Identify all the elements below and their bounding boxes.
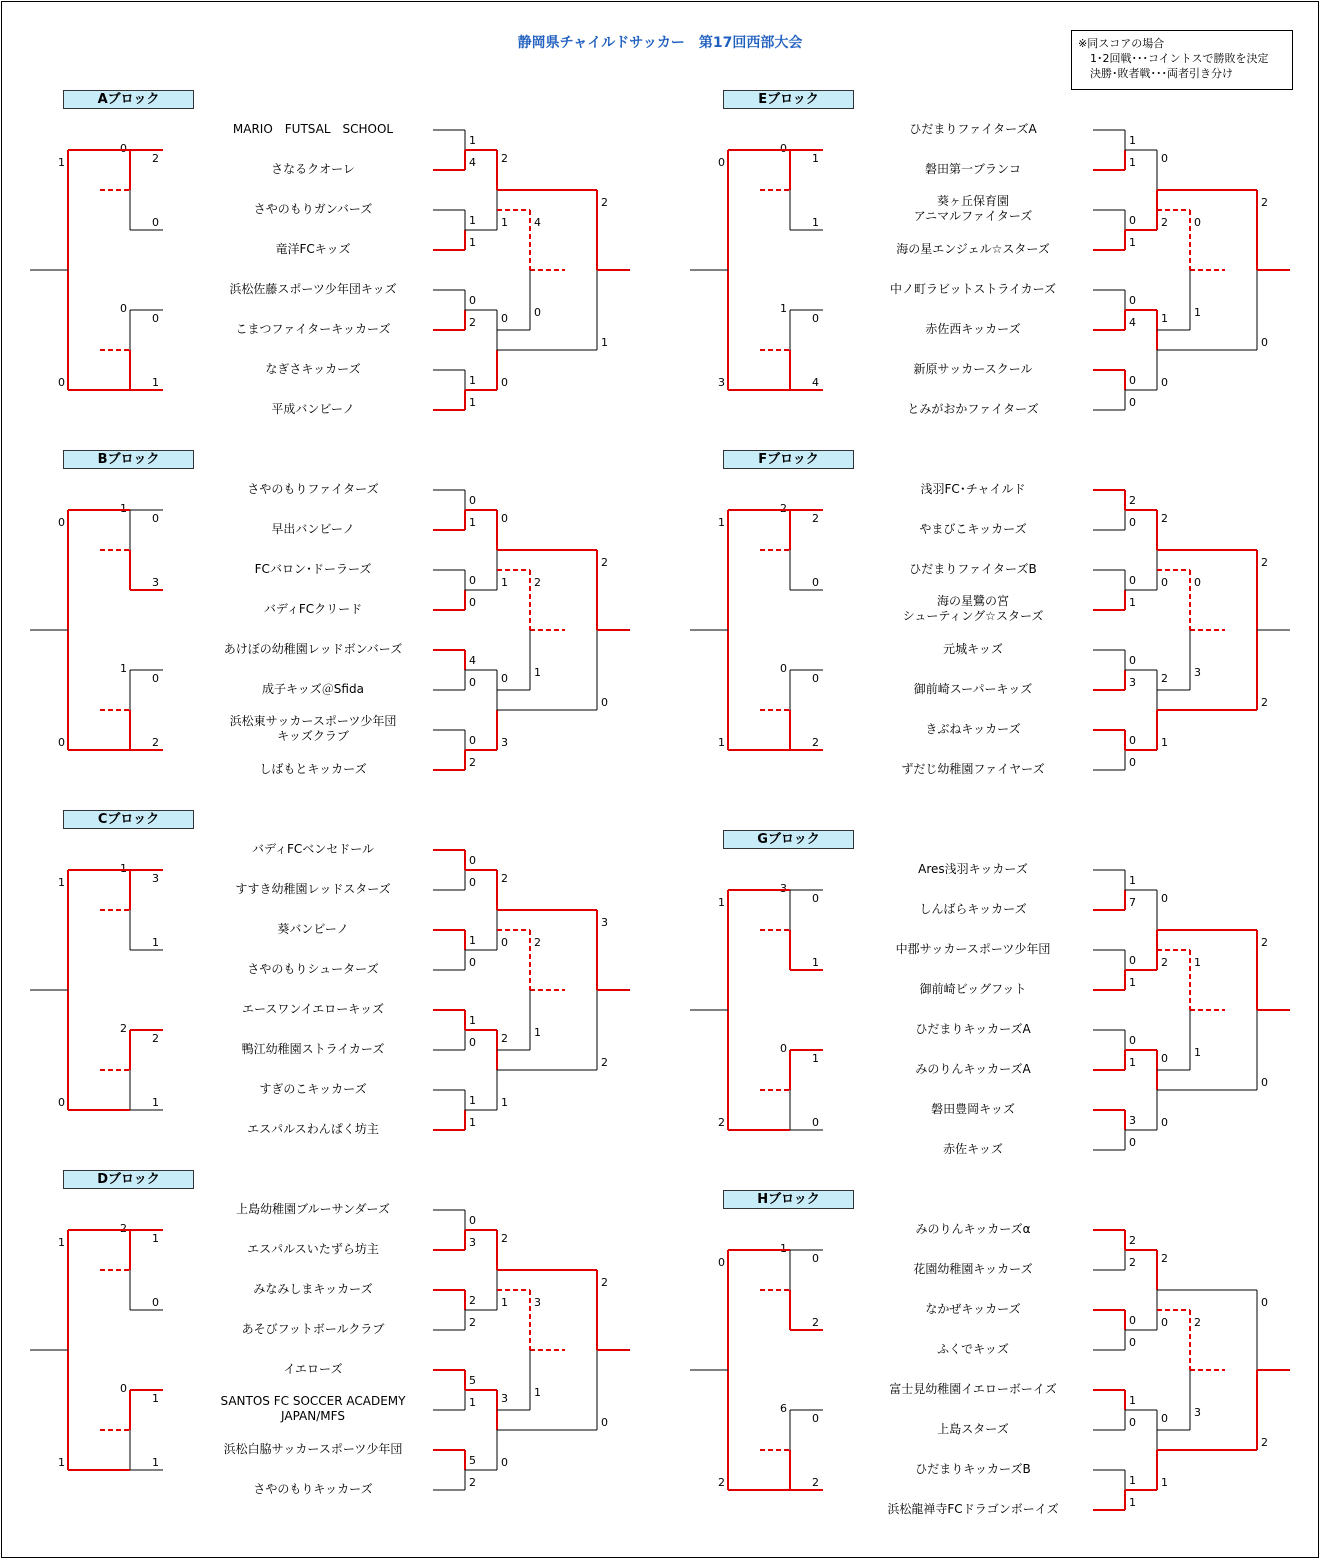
score-label: 2 [601, 1276, 608, 1289]
block-label: Fブロック [723, 450, 854, 469]
score-label: 3 [469, 1236, 476, 1249]
team-name: あけぼの幼稚園レッドボンバーズ [223, 642, 403, 656]
score-label: 1 [718, 516, 725, 529]
team-name: エースワンイエローキッズ [241, 1002, 385, 1016]
score-label: 0 [601, 1416, 608, 1429]
team-name: きぶねキッカーズ [925, 722, 1021, 736]
score-label: 2 [152, 152, 159, 165]
score-label: 2 [501, 872, 508, 885]
team-name: 中ノ町ラビットストライカーズ [889, 282, 1057, 296]
score-label: 1 [152, 1232, 159, 1245]
score-label: 1 [152, 1096, 159, 1109]
score-label: 3 [1129, 676, 1136, 689]
score-label: 2 [1161, 672, 1168, 685]
score-label: 5 [469, 1454, 476, 1467]
score-label: 0 [469, 1036, 476, 1049]
score-label: 1 [1161, 736, 1168, 749]
score-label: 4 [812, 376, 819, 389]
team-name: 御前崎スーパーキッズ [913, 682, 1033, 696]
score-label: 0 [1129, 756, 1136, 769]
team-name: 磐田第一ブランコ [924, 162, 1021, 176]
score-label: 2 [469, 1476, 476, 1489]
score-label: 1 [469, 1014, 476, 1027]
score-label: 1 [1129, 156, 1136, 169]
score-label: 2 [1161, 216, 1168, 229]
score-label: 2 [501, 1032, 508, 1045]
score-label: 2 [812, 1476, 819, 1489]
team-name: しばもとキッカーズ [259, 762, 367, 776]
score-label: 1 [469, 1094, 476, 1107]
score-label: 2 [1261, 196, 1268, 209]
bracket-lines [30, 90, 630, 430]
block-5 [690, 90, 1290, 430]
block-1 [30, 90, 630, 430]
score-label: 0 [1194, 216, 1201, 229]
block-label: Bブロック [63, 450, 194, 469]
score-label: 2 [601, 196, 608, 209]
team-name: 磐田豊岡キッズ [931, 1102, 1015, 1116]
team-name: ひだまりファイターズA [909, 122, 1037, 136]
rules-note-line: 1･2回戦･･･コイントスで勝敗を決定 [1090, 52, 1269, 65]
score-label: 0 [1129, 954, 1136, 967]
score-label: 0 [1194, 576, 1201, 589]
score-label: 0 [469, 596, 476, 609]
score-label: 3 [601, 916, 608, 929]
score-label: 1 [501, 1096, 508, 1109]
score-label: 0 [469, 494, 476, 507]
team-name: ふくでキッズ [937, 1342, 1009, 1356]
team-name: バディFCベンセドール [251, 842, 375, 856]
score-label: 2 [1194, 1316, 1201, 1329]
score-label: 0 [1261, 1076, 1268, 1089]
team-name: 早出バンビーノ [271, 522, 355, 536]
score-label: 3 [152, 576, 159, 589]
score-label: 1 [1194, 306, 1201, 319]
bracket-lines [690, 90, 1290, 430]
score-label: 1 [152, 1456, 159, 1469]
team-name: 葵バンビーノ [277, 922, 349, 936]
score-label: 0 [1129, 1416, 1136, 1429]
score-label: 1 [1161, 1476, 1168, 1489]
score-label: 0 [501, 312, 508, 325]
score-label: 2 [469, 756, 476, 769]
score-label: 0 [120, 302, 127, 315]
team-name: 赤佐キッズ [943, 1142, 1003, 1156]
score-label: 0 [1129, 374, 1136, 387]
team-name: 葵ヶ丘保育園 アニマルファイターズ [913, 194, 1033, 223]
team-name: さやのもりガンバーズ [253, 202, 373, 216]
score-label: 2 [120, 1222, 127, 1235]
score-label: 1 [469, 236, 476, 249]
score-label: 1 [534, 666, 541, 679]
block-label: Dブロック [63, 1170, 194, 1189]
score-label: 0 [1129, 1034, 1136, 1047]
score-label: 1 [120, 502, 127, 515]
team-name: 上島スターズ [937, 1422, 1009, 1436]
score-label: 3 [152, 872, 159, 885]
block-6 [690, 450, 1290, 790]
score-label: 0 [120, 142, 127, 155]
team-name: 上島幼稚園ブルーサンダーズ [236, 1202, 390, 1216]
score-label: 1 [120, 662, 127, 675]
score-label: 0 [58, 1096, 65, 1109]
team-name: 成子キッズ＠Sfida [262, 682, 364, 696]
block-8 [690, 1190, 1290, 1530]
score-label: 2 [1261, 696, 1268, 709]
score-label: 1 [120, 862, 127, 875]
team-name: イエローズ [283, 1362, 343, 1376]
score-label: 1 [469, 516, 476, 529]
score-label: 1 [812, 1052, 819, 1065]
score-label: 3 [780, 882, 787, 895]
bracket-lines [690, 1190, 1290, 1530]
block-label: Eブロック [723, 90, 854, 109]
score-label: 2 [152, 736, 159, 749]
bracket-lines [30, 450, 630, 790]
team-name: すすき幼稚園レッドスターズ [235, 882, 391, 896]
score-label: 1 [1129, 1474, 1136, 1487]
score-label: 0 [152, 216, 159, 229]
score-label: 0 [501, 1456, 508, 1469]
score-label: 1 [1129, 134, 1136, 147]
score-label: 0 [152, 312, 159, 325]
score-label: 2 [718, 1476, 725, 1489]
score-label: 5 [469, 1374, 476, 1387]
bracket-lines [30, 1170, 630, 1510]
score-label: 1 [152, 936, 159, 949]
score-label: 1 [1194, 956, 1201, 969]
team-name: 富士見幼稚園イエローボーイズ [889, 1382, 1057, 1396]
score-label: 0 [1129, 1314, 1136, 1327]
score-label: 0 [1161, 1412, 1168, 1425]
score-label: 2 [469, 1294, 476, 1307]
score-label: 2 [501, 1232, 508, 1245]
score-label: 0 [780, 142, 787, 155]
score-label: 0 [469, 956, 476, 969]
score-label: 2 [812, 512, 819, 525]
team-name: みのりんキッカーズα [915, 1222, 1031, 1236]
score-label: 1 [58, 1456, 65, 1469]
score-label: 2 [501, 152, 508, 165]
score-label: 3 [1129, 1114, 1136, 1127]
score-label: 0 [58, 376, 65, 389]
score-label: 3 [718, 376, 725, 389]
score-label: 0 [1161, 376, 1168, 389]
score-label: 1 [469, 396, 476, 409]
team-name: ひだまりファイターズB [909, 562, 1037, 576]
score-label: 0 [1129, 214, 1136, 227]
score-label: 2 [1129, 1256, 1136, 1269]
score-label: 1 [1129, 236, 1136, 249]
score-label: 2 [812, 1316, 819, 1329]
team-name: Ares浅羽キッカーズ [918, 862, 1028, 876]
score-label: 0 [469, 876, 476, 889]
score-label: 0 [120, 1382, 127, 1395]
block-4 [30, 1170, 630, 1510]
score-label: 2 [1161, 956, 1168, 969]
score-label: 1 [469, 1116, 476, 1129]
team-name: こまつファイターキッカーズ [235, 322, 391, 336]
score-label: 0 [501, 936, 508, 949]
score-label: 0 [1161, 1316, 1168, 1329]
team-name: 竜洋FCキッズ [275, 242, 351, 256]
score-label: 0 [812, 672, 819, 685]
block-label: Cブロック [63, 810, 194, 829]
block-label: Hブロック [723, 1190, 854, 1209]
score-label: 0 [469, 734, 476, 747]
score-label: 1 [718, 896, 725, 909]
team-name: 御前崎ビッグフット [919, 982, 1027, 996]
score-label: 0 [58, 736, 65, 749]
score-label: 0 [534, 306, 541, 319]
bracket-lines [30, 810, 630, 1150]
team-name: MARIO FUTSAL SCHOOL [232, 122, 394, 136]
block-label: Aブロック [63, 90, 194, 109]
score-label: 0 [1129, 294, 1136, 307]
score-label: 1 [1129, 1056, 1136, 1069]
score-label: 1 [58, 156, 65, 169]
rules-note-line: 決勝･敗者戦･･･両者引き分け [1090, 67, 1233, 80]
score-label: 2 [1261, 556, 1268, 569]
score-label: 1 [469, 134, 476, 147]
team-name: 中郡サッカースポーツ少年団 [895, 942, 1051, 956]
team-name: 元城キッズ [943, 642, 1003, 656]
score-label: 0 [1129, 574, 1136, 587]
team-name: エスパルスわんぱく坊主 [247, 1122, 379, 1136]
team-name: 鴨江幼稚園ストライカーズ [241, 1042, 385, 1056]
score-label: 2 [534, 576, 541, 589]
score-label: 1 [1129, 1394, 1136, 1407]
team-name: さやのもりファイターズ [247, 482, 379, 496]
score-label: 7 [1129, 896, 1136, 909]
team-name: 花園幼稚園キッカーズ [913, 1262, 1033, 1276]
score-label: 0 [812, 1412, 819, 1425]
score-label: 0 [58, 516, 65, 529]
score-label: 0 [1161, 1052, 1168, 1065]
score-label: 2 [534, 936, 541, 949]
score-label: 4 [534, 216, 541, 229]
score-label: 2 [1161, 512, 1168, 525]
score-label: 0 [1261, 336, 1268, 349]
score-label: 1 [1129, 874, 1136, 887]
score-label: 0 [501, 376, 508, 389]
score-label: 1 [780, 302, 787, 315]
score-label: 1 [469, 374, 476, 387]
score-label: 0 [1161, 1116, 1168, 1129]
team-name: ひだまりキッカーズA [915, 1022, 1031, 1036]
score-label: 0 [812, 1252, 819, 1265]
block-2 [30, 450, 630, 790]
team-name: 新原サッカースクール [913, 362, 1033, 376]
score-label: 0 [1161, 892, 1168, 905]
block-label: Gブロック [723, 830, 854, 849]
team-name: 浜松佐藤スポーツ少年団キッズ [229, 282, 397, 296]
team-name: 海の星鷺の宮 シューティング☆スターズ [902, 594, 1044, 623]
score-label: 2 [152, 1032, 159, 1045]
score-label: 0 [501, 672, 508, 685]
team-name: さやのもりキッカーズ [253, 1482, 373, 1496]
score-label: 1 [469, 214, 476, 227]
team-name: FCバロン･ドーラーズ [254, 562, 372, 576]
score-label: 2 [1129, 494, 1136, 507]
score-label: 2 [120, 1022, 127, 1035]
score-label: 3 [534, 1296, 541, 1309]
score-label: 1 [501, 1296, 508, 1309]
score-label: 0 [152, 512, 159, 525]
team-name: SANTOS FC SOCCER ACADEMY JAPAN/MFS [220, 1394, 406, 1423]
score-label: 0 [501, 512, 508, 525]
team-name: さなるクオーレ [271, 162, 355, 176]
score-label: 1 [58, 1236, 65, 1249]
team-name: 浜松東サッカースポーツ少年団 キッズクラブ [229, 714, 397, 743]
score-label: 2 [601, 1056, 608, 1069]
score-label: 1 [780, 1242, 787, 1255]
score-label: 6 [780, 1402, 787, 1415]
team-name: 浅羽FC･チャイルド [920, 482, 1026, 496]
score-label: 0 [469, 854, 476, 867]
score-label: 0 [152, 672, 159, 685]
block-3 [30, 810, 630, 1150]
score-label: 0 [1129, 1336, 1136, 1349]
score-label: 1 [152, 1392, 159, 1405]
score-label: 1 [812, 216, 819, 229]
score-label: 2 [469, 316, 476, 329]
rules-note-line: ※同スコアの場合 [1078, 37, 1165, 50]
score-label: 0 [812, 312, 819, 325]
team-name: なかぜキッカーズ [925, 1302, 1021, 1316]
team-name: みのりんキッカーズA [915, 1062, 1031, 1076]
score-label: 0 [812, 892, 819, 905]
team-name: みなみしまキッカーズ [253, 1282, 373, 1296]
score-label: 2 [1261, 1436, 1268, 1449]
team-name: すぎのこキッカーズ [259, 1082, 367, 1096]
score-label: 1 [812, 956, 819, 969]
score-label: 3 [1194, 1406, 1201, 1419]
score-label: 1 [469, 1396, 476, 1409]
score-label: 0 [718, 1256, 725, 1269]
score-label: 0 [1261, 1296, 1268, 1309]
score-label: 2 [1161, 1252, 1168, 1265]
score-label: 1 [501, 216, 508, 229]
team-name: なぎさキッカーズ [265, 362, 361, 376]
team-name: ずだじ幼稚園ファイヤーズ [901, 762, 1045, 776]
score-label: 2 [1261, 936, 1268, 949]
score-label: 0 [469, 574, 476, 587]
score-label: 1 [152, 376, 159, 389]
team-name: 海の星エンジェル☆スターズ [896, 242, 1050, 256]
score-label: 4 [469, 156, 476, 169]
score-label: 2 [718, 1116, 725, 1129]
score-label: 1 [534, 1026, 541, 1039]
score-label: 1 [534, 1386, 541, 1399]
team-name: あそびフットボールクラブ [241, 1322, 385, 1336]
score-label: 4 [469, 654, 476, 667]
score-label: 1 [469, 934, 476, 947]
score-label: 1 [501, 576, 508, 589]
score-label: 0 [1129, 734, 1136, 747]
team-name: しんばらキッカーズ [919, 902, 1027, 916]
score-label: 0 [1129, 396, 1136, 409]
score-label: 0 [152, 1296, 159, 1309]
score-label: 1 [1129, 596, 1136, 609]
score-label: 0 [1129, 1136, 1136, 1149]
team-name: 浜松白脇サッカースポーツ少年団 [223, 1442, 403, 1456]
score-label: 0 [1129, 516, 1136, 529]
score-label: 0 [1161, 152, 1168, 165]
score-label: 1 [1161, 312, 1168, 325]
score-label: 3 [501, 736, 508, 749]
score-label: 3 [501, 1392, 508, 1405]
team-name: 平成バンビーノ [271, 402, 355, 416]
score-label: 0 [469, 676, 476, 689]
team-name: エスパルスいたずら坊主 [247, 1242, 379, 1256]
score-label: 2 [812, 736, 819, 749]
score-label: 0 [812, 576, 819, 589]
score-label: 0 [780, 662, 787, 675]
bracket-lines [690, 830, 1290, 1170]
team-name: バディFCクリード [263, 602, 363, 616]
score-label: 1 [58, 876, 65, 889]
bracket-lines [690, 450, 1290, 790]
score-label: 3 [1194, 666, 1201, 679]
block-7 [690, 830, 1290, 1170]
score-label: 0 [469, 1214, 476, 1227]
score-label: 0 [469, 294, 476, 307]
score-label: 1 [1129, 1496, 1136, 1509]
score-label: 1 [601, 336, 608, 349]
score-label: 2 [469, 1316, 476, 1329]
team-name: 浜松龍禅寺FCドラゴンボーイズ [887, 1502, 1059, 1516]
team-name: 赤佐西キッカーズ [925, 322, 1021, 336]
page-title: 静岡県チャイルドサッカー 第17回西部大会 [517, 35, 803, 51]
score-label: 0 [780, 1042, 787, 1055]
team-name: さやのもりシューターズ [247, 962, 379, 976]
score-label: 0 [812, 1116, 819, 1129]
score-label: 4 [1129, 316, 1136, 329]
score-label: 0 [718, 156, 725, 169]
score-label: 0 [1161, 576, 1168, 589]
team-name: とみがおかファイターズ [907, 402, 1039, 416]
score-label: 2 [780, 502, 787, 515]
score-label: 1 [1129, 976, 1136, 989]
score-label: 2 [601, 556, 608, 569]
score-label: 1 [1194, 1046, 1201, 1059]
score-label: 0 [601, 696, 608, 709]
team-name: やまびこキッカーズ [919, 522, 1027, 536]
score-label: 2 [1129, 1234, 1136, 1247]
team-name: ひだまりキッカーズB [915, 1462, 1031, 1476]
score-label: 0 [1129, 654, 1136, 667]
rules-note [1071, 30, 1293, 90]
score-label: 1 [812, 152, 819, 165]
score-label: 1 [718, 736, 725, 749]
